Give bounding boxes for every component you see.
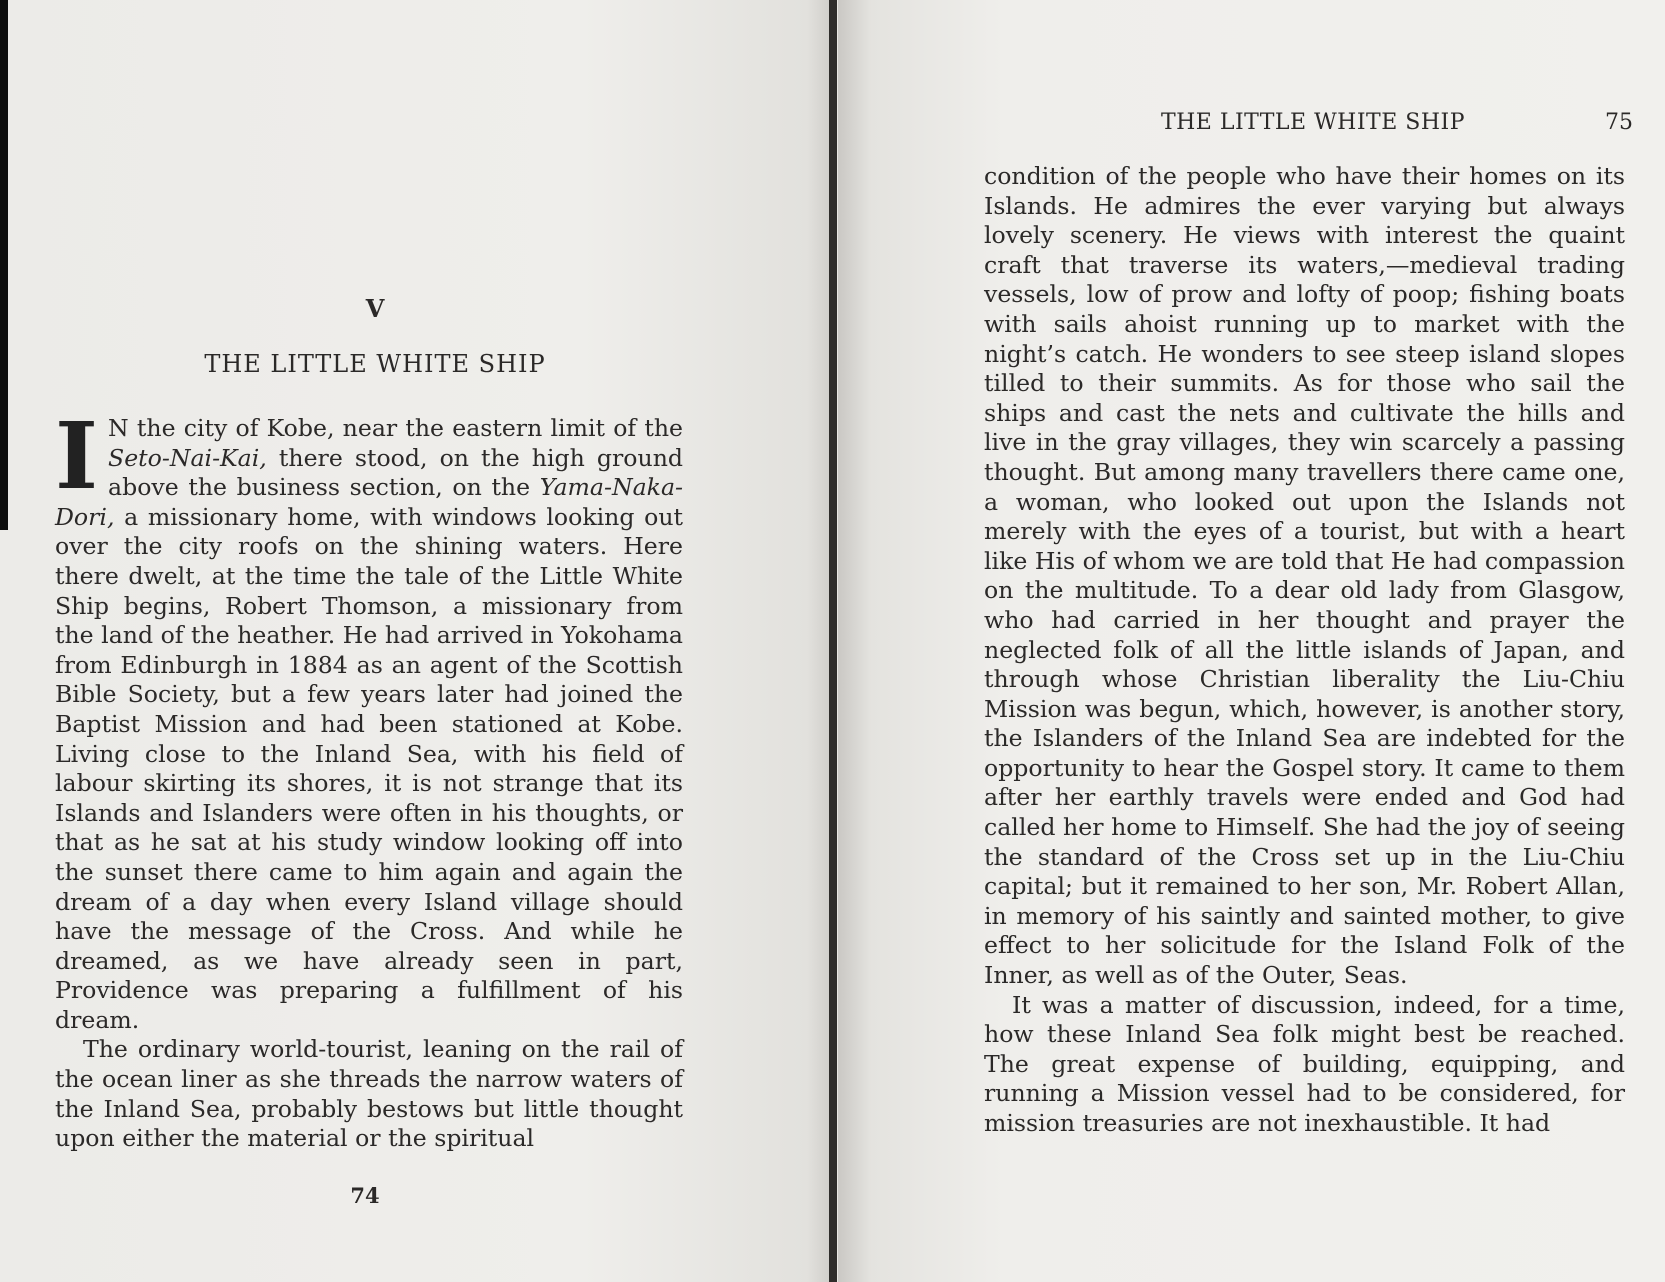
left-paragraph-1-text: N the city of Kobe, near the eastern limit of the Seto-Nai-Kai, there stood, on the high ground above the business section, on the Yama-Naka-Dori, a missionary home, with windows looking out over the city roofs on the shining waters. Here there dwelt, at the time the tale of the Little White Ship begins, Robert Thomson, a missionary from the land of the heather. He had arrived in Yokohama from Edinburgh in 1884 as an agent of the Scottish Bible Society, but a few years later had joined the Baptist Mission and had been stationed at Kobe. Living close to the Inland Sea, with his field of labour skirting its shores, it is not strange that its Islands and Islanders were often in his thoughts, or that as he sat at his study window looking off into the sunset there came to him again and again the dream of a day when every Island village should have the message of the Cross. And while he dreamed, as we have already seen in part, Providence was preparing a fulfillment of his dream. — [55, 414, 683, 1034]
right-page — [838, 0, 1665, 1282]
right-paragraph-2: It was a matter of discussion, indeed, for a time, how these Inland Sea folk might best be reached. The great expense of building, equipping, and running a Mission vessel had to be considered, for mission treasuries are not inexhaustible. It had — [984, 990, 1625, 1137]
right-paragraph-1: condition of the people who have their homes on its Islands. He admires the ever varying but always lovely scenery. He views with interest the quaint craft that traverse its waters,—medieval trading vessels, low of prow and lofty of poop; fishing boats with sails ahoist running up to market with the night’s catch. He wonders to see steep island slopes tilled to their summits. As for those who sail the ships and cast the nets and cultivate the hills and live in the gray villages, they win scarcely a passing thought. But among many travellers there came one, a woman, who looked out upon the Islands not merely with the eyes of a tourist, but with a heart like His of whom we are told that He had compassion on the multitude. To a dear old lady from Glasgow, who had carried in her thought and prayer the neglected folk of all the little islands of Japan, and through whose Christian liberality the Liu-Chiu Mission was begun, which, however, is another story, the Islanders of the Inland Sea are indebted for the opportunity to hear the Gospel story. It came to them after her earthly travels were ended and God had called her home to Himself. She had the joy of seeing the standard of the Cross set up in the Liu-Chiu capital; but it remained to her son, Mr. Robert Allan, in memory of his saintly and sainted mother, to give effect to her solicitude for the Island Folk of the Inner, as well as of the Outer, Seas. — [984, 162, 1625, 990]
drop-cap: I — [55, 402, 99, 510]
left-body-text — [55, 402, 683, 1154]
scan-edge — [0, 0, 8, 530]
running-head: THE LITTLE WHITE SHIP — [1160, 110, 1466, 135]
left-paragraph-2: The ordinary world-tourist, leaning on the rail of the ocean liner as she threads the narrow waters of the Inland Sea, probably bestows but little thought upon either the material or the spiritual — [55, 1035, 683, 1153]
page-number-right: 75 — [1605, 110, 1633, 135]
chapter-title: THE LITTLE WHITE SHIP — [204, 350, 546, 378]
page-number-left: 74 — [350, 1183, 380, 1208]
chapter-number: V — [365, 294, 385, 323]
book-gutter — [829, 0, 837, 1282]
left-page — [0, 0, 832, 1282]
left-paragraph-1 — [55, 402, 683, 1035]
right-body-text — [984, 162, 1625, 1139]
